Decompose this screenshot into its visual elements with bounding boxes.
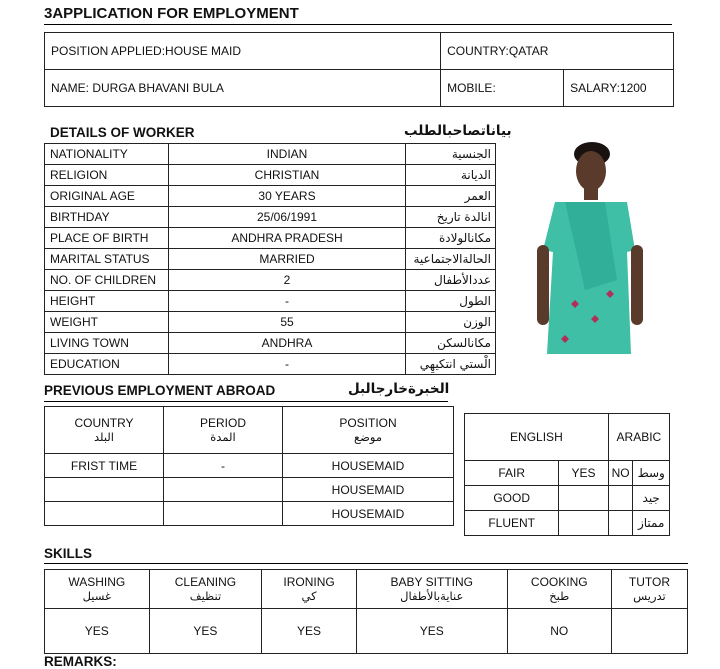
applicant-photo (535, 140, 645, 354)
language-row (465, 461, 670, 486)
details-row (45, 249, 496, 270)
language-english: YES (559, 461, 608, 486)
skill-name-arabic: طبخ (549, 589, 570, 603)
language-row (465, 486, 670, 511)
skill-name-arabic: عنايةبالأطفال (400, 589, 464, 603)
detail-value: 30 YEARS (169, 186, 406, 207)
skill-value: YES (356, 609, 507, 654)
details-row (45, 207, 496, 228)
detail-label-arabic: الحالةالاجتماعية (406, 249, 496, 270)
detail-label-arabic: مكانالسكن (406, 333, 496, 354)
details-table (44, 143, 496, 375)
employment-row (45, 478, 454, 502)
detail-label: PLACE OF BIRTH (45, 228, 169, 249)
language-ar: وسط (633, 461, 670, 486)
detail-label-arabic: مكانالولادة (406, 228, 496, 249)
detail-value: CHRISTIAN (169, 165, 406, 186)
skill-name: COOKING (530, 575, 588, 589)
skill-header (262, 570, 357, 609)
detail-label: LIVING TOWN (45, 333, 169, 354)
skill-value: NO (507, 609, 611, 654)
skill-name-arabic: تدريس (633, 589, 666, 603)
detail-label-arabic: العمر (406, 186, 496, 207)
employment-underline (44, 401, 448, 402)
employment-cell (164, 478, 283, 502)
employment-cell: FRIST TIME (45, 454, 164, 478)
detail-label: WEIGHT (45, 312, 169, 333)
employment-title-arabic: الخبرةخارجالبل (348, 381, 450, 397)
detail-label-arabic: الطول (406, 291, 496, 312)
skill-name-arabic: كي (301, 589, 317, 603)
detail-label-arabic: الْستي انتكيهِي (406, 354, 496, 375)
employment-cell: - (164, 454, 283, 478)
detail-value: MARRIED (169, 249, 406, 270)
skills-table (44, 569, 688, 654)
skill-name: IRONING (283, 575, 335, 589)
skill-name-arabic: تنظيف (189, 589, 222, 603)
details-row (45, 144, 496, 165)
language-arabic (608, 486, 633, 511)
skill-header (45, 570, 150, 609)
detail-label: EDUCATION (45, 354, 169, 375)
mobile-field: MOBILE: (441, 70, 564, 107)
details-row (45, 228, 496, 249)
header-table (44, 32, 674, 107)
title-underline (44, 24, 672, 25)
details-row (45, 312, 496, 333)
skill-name: CLEANING (174, 575, 237, 589)
language-ar: جيد (633, 486, 670, 511)
employment-table (44, 406, 454, 526)
salary-field: SALARY:1200 (564, 70, 674, 107)
detail-label-arabic: الوزن (406, 312, 496, 333)
detail-label: ORIGINAL AGE (45, 186, 169, 207)
detail-value: INDIAN (169, 144, 406, 165)
employment-cell (164, 502, 283, 526)
col-position: POSITION موضع (283, 407, 454, 454)
details-row (45, 354, 496, 375)
col-period: PERIOD المدة (164, 407, 283, 454)
detail-value: ANDHRA (169, 333, 406, 354)
skills-title: SKILLS (44, 546, 93, 561)
language-row (465, 511, 670, 536)
skill-value: YES (262, 609, 357, 654)
skills-value-row (45, 609, 688, 654)
skill-name: TUTOR (628, 575, 670, 589)
skills-underline (44, 563, 688, 564)
detail-value: ANDHRA PRADESH (169, 228, 406, 249)
detail-label: BIRTHDAY (45, 207, 169, 228)
employment-cell: HOUSEMAID (283, 454, 454, 478)
details-title: DETAILS OF WORKER (50, 125, 195, 140)
detail-label: NATIONALITY (45, 144, 169, 165)
skill-value (611, 609, 687, 654)
language-arabic (608, 511, 633, 536)
skill-name-arabic: غسيل (82, 589, 112, 603)
lang-arabic: ARABIC (608, 414, 669, 461)
details-row (45, 270, 496, 291)
details-row (45, 291, 496, 312)
details-row (45, 165, 496, 186)
skills-header-row (45, 570, 688, 609)
employment-cell (45, 502, 164, 526)
skill-header (507, 570, 611, 609)
detail-value: 55 (169, 312, 406, 333)
language-table (464, 413, 670, 536)
employment-title: PREVIOUS EMPLOYMENT ABROAD (44, 383, 276, 398)
country-field: COUNTRY:QATAR (441, 33, 674, 70)
employment-cell: HOUSEMAID (283, 478, 454, 502)
employment-row (45, 502, 454, 526)
detail-label: RELIGION (45, 165, 169, 186)
language-level: GOOD (465, 486, 559, 511)
detail-label-arabic: الديانة (406, 165, 496, 186)
language-arabic: NO (608, 461, 633, 486)
detail-value: - (169, 354, 406, 375)
position-applied: POSITION APPLIED:HOUSE MAID (45, 33, 441, 70)
skill-header (611, 570, 687, 609)
detail-label-arabic: الجنسية (406, 144, 496, 165)
detail-label-arabic: عددالأطفال (406, 270, 496, 291)
remarks-label: REMARKS: (44, 654, 117, 669)
detail-value: - (169, 291, 406, 312)
details-row (45, 186, 496, 207)
col-country: COUNTRY البلد (45, 407, 164, 454)
employment-row (45, 454, 454, 478)
language-ar: ممتاز (633, 511, 670, 536)
detail-label: HEIGHT (45, 291, 169, 312)
lang-english: ENGLISH (465, 414, 609, 461)
skill-name: BABY SITTING (390, 575, 473, 589)
form-title: 3APPLICATION FOR EMPLOYMENT (44, 5, 299, 22)
language-english (559, 486, 608, 511)
detail-label-arabic: انالدة تاريخ (406, 207, 496, 228)
language-english (559, 511, 608, 536)
employment-cell (45, 478, 164, 502)
skill-value: YES (149, 609, 262, 654)
skill-header (149, 570, 262, 609)
language-level: FLUENT (465, 511, 559, 536)
language-level: FAIR (465, 461, 559, 486)
detail-label: MARITAL STATUS (45, 249, 169, 270)
detail-value: 2 (169, 270, 406, 291)
details-title-arabic: بياناتصاحبالطلب (404, 123, 512, 139)
skill-header (356, 570, 507, 609)
detail-value: 25/06/1991 (169, 207, 406, 228)
applicant-name: NAME: DURGA BHAVANI BULA (45, 70, 441, 107)
employment-cell: HOUSEMAID (283, 502, 454, 526)
detail-label: NO. OF CHILDREN (45, 270, 169, 291)
skill-name: WASHING (68, 575, 126, 589)
skill-value: YES (45, 609, 150, 654)
details-row (45, 333, 496, 354)
